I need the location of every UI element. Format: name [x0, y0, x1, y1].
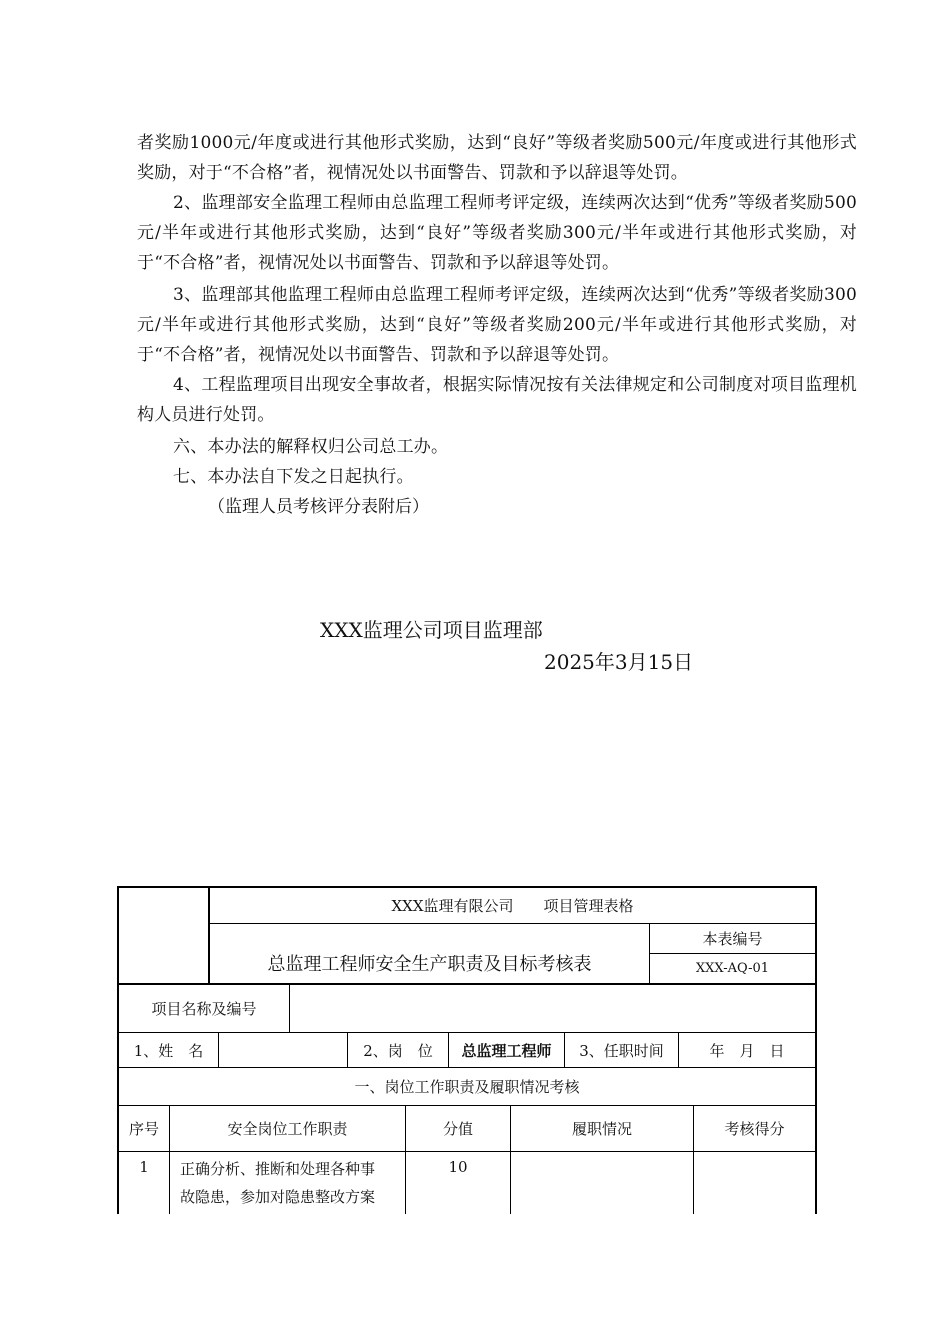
column-header-no: 序号 [128, 1120, 159, 1138]
paragraph-other-engineers: 3、监理部其他监理工程师由总监理工程师考评定级，连续两次达到“优秀”等级者奖励300元/半年或进行其他形式奖励，达到“良好”等级者奖励200元/半年或进行其他形式奖励，对于“不合格”者，视情况处以书面警告、罚款和予以辞退等处罚。 [137, 285, 857, 365]
row-score: 10 [448, 1158, 468, 1176]
post-value: 总监理工程师 [461, 1041, 552, 1060]
form-number-label: 本表编号 [702, 930, 763, 948]
name-field[interactable] [219, 1033, 347, 1067]
project-name-field[interactable] [290, 985, 815, 1032]
column-header-result: 考核得分 [724, 1120, 785, 1138]
paragraph-accident-penalty: 4、工程监理项目出现安全事故者，根据实际情况按有关法律规定和公司制度对项目监理机构人员进行处罚。 [137, 375, 857, 425]
form-title: 总监理工程师安全生产职责及目标考核表 [267, 953, 592, 975]
name-label: 1、姓 名 [133, 1041, 204, 1060]
paragraph-interpretation: 六、本办法的解释权归公司总工办。 [173, 437, 449, 457]
result-field[interactable] [694, 1152, 815, 1214]
column-header-score: 分值 [442, 1120, 473, 1138]
duty-text-line: 故隐患，参加对隐患整改方案 [180, 1188, 376, 1206]
tenure-date-field[interactable]: 年 月 日 [709, 1041, 785, 1060]
paragraph-effective-date: 七、本办法自下发之日起执行。 [173, 467, 414, 487]
project-name-label: 项目名称及编号 [151, 1000, 257, 1018]
signature-organization: XXX监理公司项目监理部 [320, 618, 543, 642]
table-row [180, 1155, 405, 1211]
duty-text-line: 正确分析、推断和处理各种事 [180, 1160, 376, 1178]
company-form-heading: XXX监理有限公司 项目管理表格 [391, 897, 634, 915]
row-number: 1 [139, 1158, 149, 1176]
attachment-note: （监理人员考核评分表附后） [208, 497, 429, 517]
column-header-performance: 履职情况 [571, 1120, 632, 1138]
form-number: XXX-AQ-01 [695, 961, 770, 976]
signature-date: 2025年3月15日 [544, 650, 694, 674]
assessment-form [117, 886, 817, 1214]
paragraph-reward-continued: 者奖励1000元/年度或进行其他形式奖励，达到“良好”等级者奖励500元/年度或进行其他形式奖励，对于“不合格”者，视情况处以书面警告、罚款和予以辞退等处罚。 [137, 133, 857, 183]
column-header-duty: 安全岗位工作职责 [227, 1120, 348, 1138]
performance-field[interactable] [511, 1152, 693, 1214]
tenure-label: 3、任职时间 [579, 1041, 664, 1060]
section-title: 一、岗位工作职责及履职情况考核 [354, 1078, 580, 1096]
post-label: 2、岗 位 [363, 1041, 433, 1060]
paragraph-safety-engineer: 2、监理部安全监理工程师由总监理工程师考评定级，连续两次达到“优秀”等级者奖励500元/半年或进行其他形式奖励，达到“良好”等级者奖励300元/半年或进行其他形式奖励，对于“不合格”者，视情况处以书面警告、罚款和予以辞退等处罚。 [137, 193, 857, 273]
